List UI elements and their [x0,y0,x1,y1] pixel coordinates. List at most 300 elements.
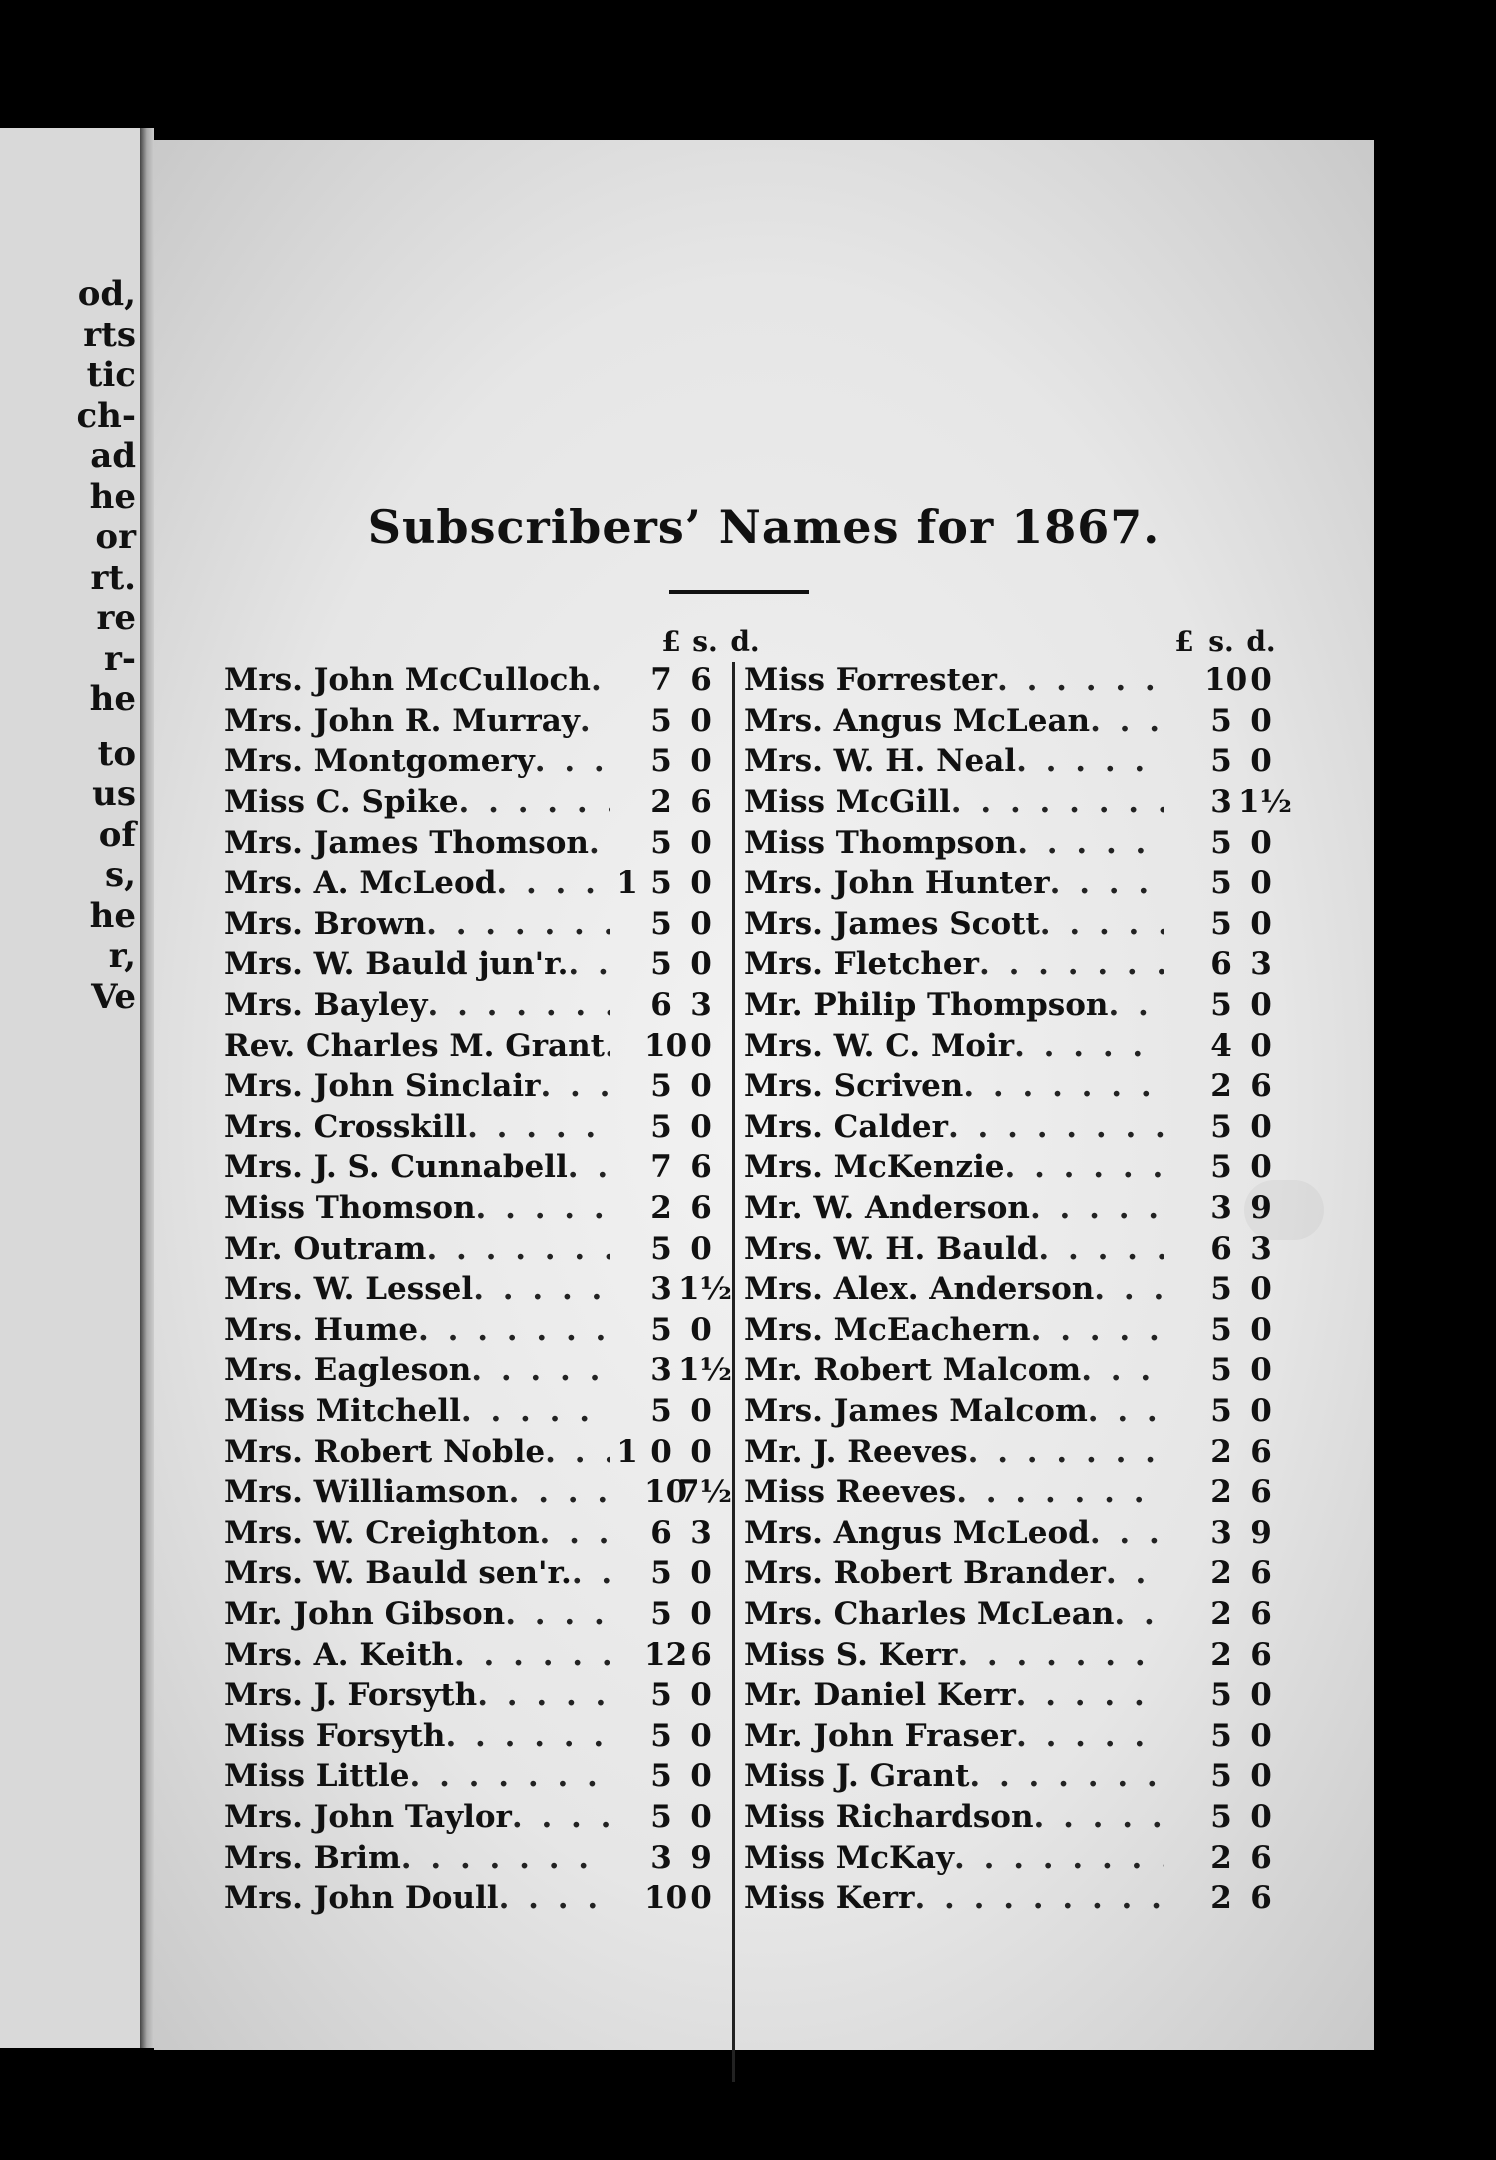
leader-dots [401,1840,610,1876]
pence-amount: 0 [690,905,712,942]
subscriber-name: Miss Forrester [744,662,997,699]
left-subscriber-rows [224,660,732,1918]
subscriber-name: Mrs. Angus McLean [744,702,1091,739]
page-gutter [140,128,154,2048]
shillings-amount: 5 [1210,865,1232,902]
subscriber-name: Mrs. McKenzie [744,1149,1005,1186]
subscriber-row [224,782,724,823]
subscriber-row [224,1837,724,1878]
subscriber-row [224,1715,724,1756]
left-page-text-fragment: to [97,733,136,774]
pence-amount: 1½ [678,1352,732,1389]
shillings-amount: 2 [1210,1433,1232,1470]
subscriber-name: Rev. Charles M. Grant [224,1027,605,1064]
shillings-amount: 5 [650,702,672,739]
subscriber-row [224,904,724,945]
subscriber-name: Mrs. W. C. Moir [744,1027,1015,1064]
shillings-amount: 3 [1210,1190,1232,1227]
pence-amount: 0 [690,1595,712,1632]
pence-amount: 6 [690,784,712,821]
pence-amount: 0 [1250,1311,1272,1348]
subscriber-name: Miss Little [224,1758,410,1795]
subscriber-name: Mrs. A. McLeod [224,865,497,902]
leader-dots [477,1677,610,1713]
pounds-amount: 1 [616,1433,638,1470]
subscriber-name: Mrs. Robert Noble [224,1433,546,1470]
subscriber-name: Mrs. Eagleson [224,1352,472,1389]
leader-dots [1108,987,1164,1023]
pence-amount: 0 [1250,702,1272,739]
subscriber-row [744,1675,1284,1716]
shillings-amount: 2 [1210,1474,1232,1511]
pence-amount: 0 [1250,1027,1272,1064]
shillings-amount: 2 [1210,1839,1232,1876]
pence-amount: 0 [690,1717,712,1754]
left-page-text-fragment: re [96,598,136,638]
subscriber-row [744,1634,1284,1675]
subscriber-row [744,741,1284,782]
subscriber-name: Miss C. Spike [224,784,459,821]
subscriber-row [224,944,724,985]
pence-amount: 0 [1250,824,1272,861]
subscriber-name: Miss Reeves [744,1474,957,1511]
leader-dots [426,1231,610,1267]
pence-amount: 9 [690,1839,712,1876]
pence-amount: 6 [1250,1433,1272,1470]
subscriber-name: Mrs. W. H. Neal [744,743,1017,780]
shillings-amount: 10 [644,1880,688,1917]
shillings-header: s. [692,625,718,658]
subscriber-row [744,782,1292,823]
pence-amount: 0 [690,1068,712,1105]
pence-amount: 9 [1250,1514,1272,1551]
shillings-amount: 2 [1210,1555,1232,1592]
subscriber-name: Mrs. W. H. Bauld [744,1230,1039,1267]
pence-amount: 6 [1250,1068,1272,1105]
subscriber-name: Mrs. J. Forsyth [224,1677,478,1714]
subscriber-row [224,1350,732,1391]
subscriber-row [744,985,1284,1026]
shillings-amount: 5 [1210,905,1232,942]
leader-dots [979,946,1164,982]
leader-dots [1081,1352,1164,1388]
subscriber-row [744,1756,1284,1797]
shillings-amount: 5 [650,1230,672,1267]
subscriber-row [224,1431,724,1472]
leader-dots [428,987,611,1023]
subscriber-name: Mrs. Crosskill [224,1108,468,1145]
subscriber-row [744,1228,1284,1269]
subscriber-name: Mrs. J. S. Cunnabell [224,1149,568,1186]
right-currency-header [1164,625,1284,658]
leader-dots [454,1637,610,1673]
subscriber-row [224,1310,724,1351]
shillings-amount: 5 [650,1392,672,1429]
pence-amount: 0 [690,702,712,739]
pence-amount: 1½ [678,1271,732,1308]
leader-dots [1034,1799,1164,1835]
shillings-amount: 2 [1210,1880,1232,1917]
subscriber-row [744,1310,1284,1351]
leader-dots [467,1109,610,1145]
subscriber-name: Mrs. John Doull [224,1880,499,1917]
leader-dots [496,865,610,901]
subscriber-name: Mr. John Gibson [224,1595,506,1632]
pence-amount: 6 [1250,1839,1272,1876]
subscriber-row [224,660,724,701]
pence-amount: 0 [1250,662,1272,699]
subscriber-name: Mrs. Bayley [224,987,428,1024]
subscriber-name: Mr. J. Reeves [744,1433,968,1470]
pence-amount: 0 [1250,905,1272,942]
leader-dots [1090,703,1164,739]
left-page-text-fragment: he [89,679,136,719]
subscriber-row [224,1269,732,1310]
left-page-text-fragment: od, [77,274,136,314]
subscriber-name: Mrs. Robert Brander [744,1555,1106,1592]
subscriber-row [744,1797,1284,1838]
leader-dots [499,1880,610,1916]
left-page-text-fragment: he [89,895,136,936]
leader-dots [512,1799,610,1835]
subscriber-name: Mrs. Brim [224,1839,401,1876]
leader-dots [1038,1231,1164,1267]
adjoining-page-fragment [0,128,140,2048]
leader-dots [410,1758,610,1794]
subscriber-list-page [154,140,1374,2050]
shillings-amount: 5 [1210,1311,1232,1348]
subscriber-row [224,1675,724,1716]
leader-dots [957,1637,1164,1673]
subscriber-name: Miss McKay [744,1839,955,1876]
subscriber-row [224,1472,732,1513]
subscriber-row [744,863,1284,904]
subscriber-row [224,1756,724,1797]
subscriber-name: Mrs. Scriven [744,1068,964,1105]
subscriber-name: Mrs. James Thomson [224,824,589,861]
shillings-amount: 5 [650,1108,672,1145]
leader-dots [471,1352,610,1388]
leader-dots [580,703,610,739]
subscriber-row [744,1878,1284,1919]
pence-amount: 0 [690,1677,712,1714]
shillings-amount: 2 [1210,1595,1232,1632]
subscriber-row [224,701,724,742]
leader-dots [1005,1149,1164,1185]
leader-dots [1114,1596,1164,1632]
leader-dots [476,1190,610,1226]
subscriber-row [224,1228,724,1269]
pence-amount: 0 [1250,987,1272,1024]
shillings-amount: 3 [650,1352,672,1389]
pence-amount: 0 [1250,1392,1272,1429]
shillings-amount: 5 [650,905,672,942]
pence-amount: 0 [690,946,712,983]
subscriber-name: Mrs. McEachern [744,1311,1031,1348]
shillings-amount: 5 [1210,1798,1232,1835]
subscriber-name: Mrs. Williamson [224,1474,509,1511]
pence-amount: 6 [1250,1880,1272,1917]
subscriber-name: Mr. Robert Malcom [744,1352,1082,1389]
subscriber-row [224,1147,724,1188]
subscriber-name: Miss Thompson [744,824,1018,861]
subscriber-row [744,1025,1284,1066]
shillings-amount: 0 [650,1433,672,1470]
subscriber-name: Mrs. John Taylor [224,1798,512,1835]
pence-amount: 6 [1250,1474,1272,1511]
shillings-amount: 5 [650,1595,672,1632]
pence-amount: 0 [690,743,712,780]
shillings-amount: 6 [1210,946,1232,983]
leader-dots [540,1515,610,1551]
shillings-amount: 6 [1210,1230,1232,1267]
subscriber-name: Mrs. Montgomery [224,743,535,780]
pence-amount: 0 [690,1108,712,1145]
leader-dots [540,1068,610,1104]
subscriber-name: Mr. Daniel Kerr [744,1677,1016,1714]
left-page-text-fragment: tic [86,355,136,395]
subscriber-row [744,1066,1284,1107]
leader-dots [1016,1718,1164,1754]
shillings-amount: 2 [650,1190,672,1227]
subscriber-row [744,904,1284,945]
subscriber-name: Miss Thomson [224,1190,476,1227]
shillings-amount: 5 [650,865,672,902]
subscriber-name: Mrs. A. Keith [224,1636,454,1673]
subscriber-name: Mrs. Calder [744,1108,948,1145]
subscriber-row [224,1066,724,1107]
shillings-amount: 5 [1210,1352,1232,1389]
shillings-amount: 4 [1210,1027,1232,1064]
shillings-amount: 3 [1210,784,1232,821]
pence-amount: 0 [1250,1758,1272,1795]
left-page-text-fragment: s, [105,855,136,895]
subscriber-name: Mrs. John McCulloch [224,662,591,699]
subscriber-name: Mr. W. Anderson [744,1190,1030,1227]
subscriber-row [744,1553,1284,1594]
leader-dots [1106,1555,1164,1591]
shillings-amount: 5 [650,1798,672,1835]
subscriber-name: Mrs. John Sinclair [224,1068,541,1105]
left-page-text-fragment: rts [83,314,136,355]
subscriber-row [224,1188,724,1229]
subscriber-row [224,1025,724,1066]
left-page-text-fragment: of [98,814,136,855]
subscriber-row [744,660,1284,701]
pence-amount: 0 [690,1798,712,1835]
shillings-amount: 3 [1210,1514,1232,1551]
pence-amount: 6 [690,1190,712,1227]
left-page-text-fragment: or [95,517,136,557]
pence-amount: 0 [690,1758,712,1795]
subscriber-name: Mrs. Hume [224,1311,419,1348]
subscriber-row [744,1350,1284,1391]
shillings-amount: 5 [650,824,672,861]
subscriber-name: Miss S. Kerr [744,1636,958,1673]
shillings-amount: 12 [644,1636,688,1673]
leader-dots [1016,743,1164,779]
subscriber-row [744,1715,1284,1756]
shillings-amount: 7 [650,662,672,699]
pence-amount: 0 [1250,1271,1272,1308]
left-page-text-fragment: ch- [76,395,136,436]
shillings-amount: 5 [650,1555,672,1592]
right-subscriber-column [724,140,1292,2050]
subscriber-name: Mrs. Fletcher [744,946,979,983]
subscriber-row [224,985,724,1026]
pence-amount: 0 [1250,865,1272,902]
subscriber-row [744,1188,1284,1229]
left-page-text-fragment: ad [90,436,136,476]
subscriber-name: Mrs. John Hunter [744,865,1050,902]
leader-dots [968,1434,1164,1470]
leader-dots [591,662,610,698]
pence-amount: 0 [690,1880,712,1917]
subscriber-row [224,1512,724,1553]
pence-amount: 3 [690,987,712,1024]
subscriber-row [224,741,724,782]
pence-amount: 6 [1250,1636,1272,1673]
leader-dots [1094,1271,1164,1307]
shillings-amount: 2 [650,784,672,821]
subscriber-row [744,1837,1284,1878]
subscriber-name: Mrs. Alex. Anderson [744,1271,1095,1308]
left-page-text-fragment: rt. [90,557,136,598]
shillings-amount: 5 [1210,1758,1232,1795]
pence-amount: 0 [1250,1108,1272,1145]
shillings-amount: 2 [1210,1636,1232,1673]
pence-amount: 0 [1250,1717,1272,1754]
leader-dots [589,825,610,861]
pence-amount: 3 [1250,946,1272,983]
leader-dots [1040,906,1164,942]
leader-dots [948,1109,1164,1145]
subscriber-row [224,1878,724,1919]
subscriber-name: Miss McGill [744,784,951,821]
shillings-header: s. [1208,625,1234,658]
pence-amount: 0 [690,1311,712,1348]
pence-amount: 0 [1250,1677,1272,1714]
pence-amount: 6 [690,1636,712,1673]
subscriber-name: Mrs. Angus McLeod [744,1514,1090,1551]
shillings-amount: 2 [1210,1068,1232,1105]
leader-dots [572,1555,610,1591]
left-page-text-fragment: he [89,476,136,517]
shillings-amount: 5 [1210,987,1232,1024]
pence-amount: 1½ [1238,784,1292,821]
subscriber-row [224,1107,724,1148]
leader-dots [509,1474,610,1510]
pence-amount: 6 [690,1149,712,1186]
leader-dots [951,784,1164,820]
pence-amount: 0 [1250,1352,1272,1389]
pence-amount: 6 [1250,1555,1272,1592]
page-title: Subscribers’ Names for 1867. [367,500,1161,554]
shillings-amount: 6 [650,987,672,1024]
pence-amount: 0 [690,1027,712,1064]
left-page-text-fragment: us [92,774,136,814]
subscriber-row [744,822,1284,863]
subscriber-name: Miss Mitchell [224,1392,461,1429]
shillings-amount: 5 [650,946,672,983]
shillings-amount: 5 [1210,702,1232,739]
leader-dots [445,1718,610,1754]
subscriber-row [744,1594,1284,1635]
subscriber-name: Miss Forsyth [224,1717,446,1754]
leader-dots [1030,1190,1164,1226]
subscriber-row [744,1512,1284,1553]
shillings-amount: 5 [650,1677,672,1714]
leader-dots [1088,1393,1164,1429]
leader-dots [1017,825,1164,861]
leader-dots [997,662,1164,698]
leader-dots [1016,1677,1164,1713]
shillings-amount: 5 [650,1717,672,1754]
subscriber-name: Miss Kerr [744,1880,915,1917]
leader-dots [568,946,610,982]
subscriber-row [744,1269,1284,1310]
shillings-amount: 6 [650,1514,672,1551]
leader-dots [1050,865,1164,901]
pence-amount: 0 [1250,1798,1272,1835]
shillings-amount: 5 [650,1311,672,1348]
subscriber-name: Mr. Philip Thompson [744,987,1109,1024]
pence-amount: 9 [1250,1190,1272,1227]
shillings-amount: 5 [1210,743,1232,780]
subscriber-name: Mrs. James Scott [744,905,1040,942]
subscriber-row [744,944,1284,985]
pence-amount: 0 [1250,1149,1272,1186]
leader-dots [545,1434,610,1470]
subscriber-name: Mrs. W. Bauld jun'r. [224,946,569,983]
shillings-amount: 10 [1204,662,1248,699]
shillings-amount: 5 [1210,1392,1232,1429]
subscriber-row [224,863,724,904]
subscriber-row [744,1391,1284,1432]
subscriber-name: Miss Richardson [744,1798,1034,1835]
subscriber-name: Mr. Outram [224,1230,427,1267]
shillings-amount: 3 [650,1839,672,1876]
leader-dots [1031,1312,1164,1348]
leader-dots [568,1149,610,1185]
leader-dots [418,1312,610,1348]
leader-dots [914,1880,1164,1916]
leader-dots [605,1028,610,1064]
subscriber-row [224,1594,724,1635]
shillings-amount: 5 [1210,1677,1232,1714]
pence-amount: 0 [690,1230,712,1267]
subscriber-name: Mrs. W. Bauld sen'r. [224,1555,572,1592]
left-page-text-fragment: r, [108,936,136,976]
pence-amount: 3 [1250,1230,1272,1267]
subscriber-name: Mrs. W. Lessel [224,1271,474,1308]
shillings-amount: 5 [1210,824,1232,861]
subscriber-name: Mrs. James Malcom [744,1392,1088,1429]
leader-dots [969,1758,1164,1794]
pence-amount: 0 [690,824,712,861]
subscriber-row [224,1391,724,1432]
shillings-amount: 10 [644,1474,688,1511]
subscriber-row [744,1472,1284,1513]
subscriber-name: Miss J. Grant [744,1758,970,1795]
pence-amount: 6 [1250,1595,1272,1632]
pence-amount: 0 [690,865,712,902]
left-page-text-fragment: r- [103,638,136,679]
leader-dots [956,1474,1164,1510]
shillings-amount: 5 [1210,1271,1232,1308]
subscriber-name: Mrs. W. Creighton [224,1514,540,1551]
pence-amount: 3 [690,1514,712,1551]
